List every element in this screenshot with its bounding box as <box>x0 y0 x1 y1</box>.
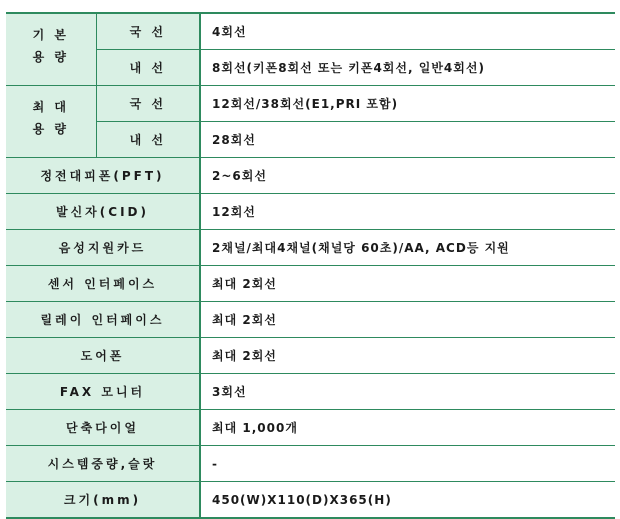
row-label: 도어폰 <box>6 338 200 374</box>
max-extension-label: 내 선 <box>96 122 200 158</box>
row-value: 2~6회선 <box>200 158 615 194</box>
max-trunk-label: 국 선 <box>96 86 200 122</box>
table-row <box>6 482 615 519</box>
row-label: 발신자(CID) <box>6 194 200 230</box>
max-extension-value: 28회선 <box>200 122 615 158</box>
row-value: 12회선 <box>200 194 615 230</box>
row-value: 2채널/최대4채널(채널당 60초)/AA, ACD등 지원 <box>200 230 615 266</box>
row-label: 정전대피폰(PFT) <box>6 158 200 194</box>
row-label: FAX 모니터 <box>6 374 200 410</box>
table-row <box>6 338 615 374</box>
table-row <box>6 158 615 194</box>
basic-extension-value: 8회선(키폰8회선 또는 키폰4회선, 일반4회선) <box>200 50 615 86</box>
row-label: 크기(mm) <box>6 482 200 519</box>
basic-trunk-label: 국 선 <box>96 13 200 50</box>
table-row <box>6 230 615 266</box>
max-capacity-label: 최 대 용 량 <box>6 86 96 158</box>
table-row <box>6 374 615 410</box>
row-label: 릴레이 인터페이스 <box>6 302 200 338</box>
row-label: 센서 인터페이스 <box>6 266 200 302</box>
table-row <box>6 194 615 230</box>
row-value: 3회선 <box>200 374 615 410</box>
basic-trunk-value: 4회선 <box>200 13 615 50</box>
basic-capacity-label: 기 본 용 량 <box>6 13 96 86</box>
table-row <box>6 266 615 302</box>
table-row <box>6 50 615 86</box>
row-value: 최대 2회선 <box>200 302 615 338</box>
row-value: 최대 2회선 <box>200 338 615 374</box>
table-row <box>6 302 615 338</box>
basic-extension-label: 내 선 <box>96 50 200 86</box>
row-label: 단축다이얼 <box>6 410 200 446</box>
table-row <box>6 86 615 122</box>
row-label: 시스템중량,슬랏 <box>6 446 200 482</box>
row-value: 최대 1,000개 <box>200 410 615 446</box>
max-trunk-value: 12회선/38회선(E1,PRI 포함) <box>200 86 615 122</box>
row-value: 450(W)X110(D)X365(H) <box>200 482 615 519</box>
table-row <box>6 446 615 482</box>
table-row <box>6 13 615 50</box>
spec-table <box>6 12 615 519</box>
row-value: - <box>200 446 615 482</box>
table-row <box>6 122 615 158</box>
row-value: 최대 2회선 <box>200 266 615 302</box>
table-row <box>6 410 615 446</box>
row-label: 음성지원카드 <box>6 230 200 266</box>
